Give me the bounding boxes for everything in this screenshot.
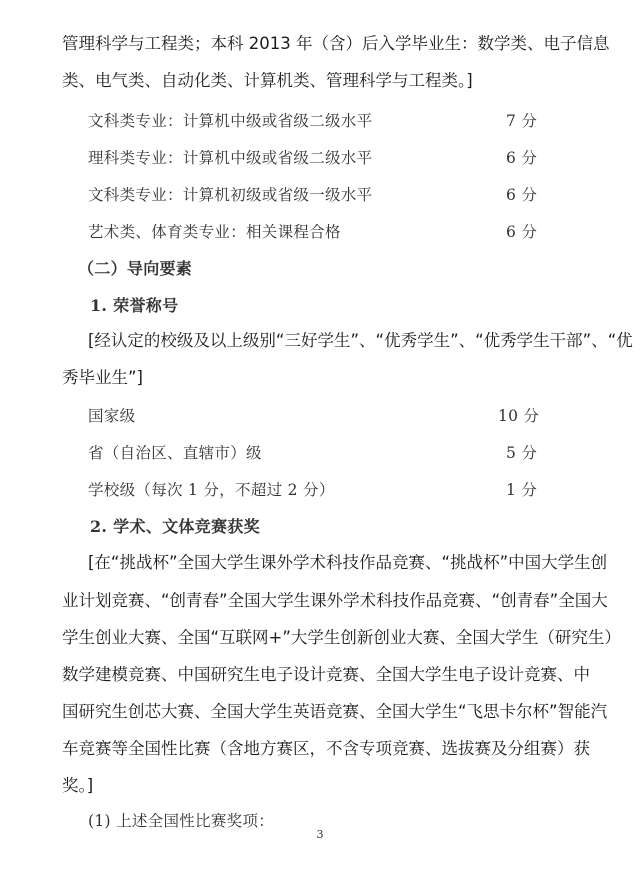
score-row [88,110,558,132]
score-label: 艺术类、体育类专业：相关课程合格 [88,223,341,241]
score-label: 学校级（每次 1 分，不超过 2 分） [88,481,335,499]
paragraph-line: 数学建模竞赛、中国研究生电子设计竞赛、全国大学生电子设计竞赛、中 [62,665,590,684]
score-label: 国家级 [88,407,136,425]
score-row [88,147,558,169]
score-value: 7 分 [506,112,538,130]
paragraph-line: 国研究生创芯大赛、全国大学生英语竞赛、全国大学生“飞思卡尔杯”智能汽 [62,702,608,721]
list-item-heading: (1) 上述全国性比赛奖项： [88,812,275,830]
paragraph-line: 秀毕业生”] [62,368,143,387]
score-label: 理科类专业：计算机中级或省级二级水平 [88,149,373,167]
score-value: 6 分 [506,149,538,167]
paragraph-line: 业计划竞赛、“创青春”全国大学生课外学术科技作品竞赛、“创青春”全国大 [62,591,608,610]
paragraph-line: [在“挑战杯”全国大学生课外学术科技作品竞赛、“挑战杯”中国大学生创 [88,553,608,572]
section-heading: （二）导向要素 [78,259,193,278]
subsection-heading: 2. 学术、文体竞赛获奖 [90,517,260,536]
score-row [88,221,558,243]
score-value: 5 分 [506,444,538,462]
score-label: 文科类专业：计算机中级或省级二级水平 [88,112,373,130]
page-number: 3 [316,828,324,841]
score-value: 1 分 [506,481,538,499]
paragraph-line: 类、电气类、自动化类、计算机类、管理科学与工程类。] [62,71,473,90]
paragraph-line: 奖。] [62,776,94,795]
score-row [88,184,558,206]
paragraph-line: 车竞赛等全国性比赛（含地方赛区，不含专项竞赛、选拔赛及分组赛）获 [62,739,590,758]
score-row [88,442,558,464]
paragraph-line: 学生创业大赛、全国“互联网+”大学生创新创业大赛、全国大学生（研究生） [62,628,621,647]
score-value: 10 分 [498,407,540,425]
paragraph-line: [经认定的校级及以上级别“三好学生”、“优秀学生”、“优秀学生干部”、“优 [88,331,633,350]
paragraph-line: 管理科学与工程类；本科 2013 年（含）后入学毕业生：数学类、电子信息 [62,34,610,53]
score-label: 省（自治区、直辖市）级 [88,444,262,462]
subsection-heading: 1. 荣誉称号 [90,296,179,315]
score-value: 6 分 [506,186,538,204]
score-label: 文科类专业：计算机初级或省级一级水平 [88,186,373,204]
score-value: 6 分 [506,223,538,241]
score-row [88,479,558,501]
score-row [88,405,558,427]
